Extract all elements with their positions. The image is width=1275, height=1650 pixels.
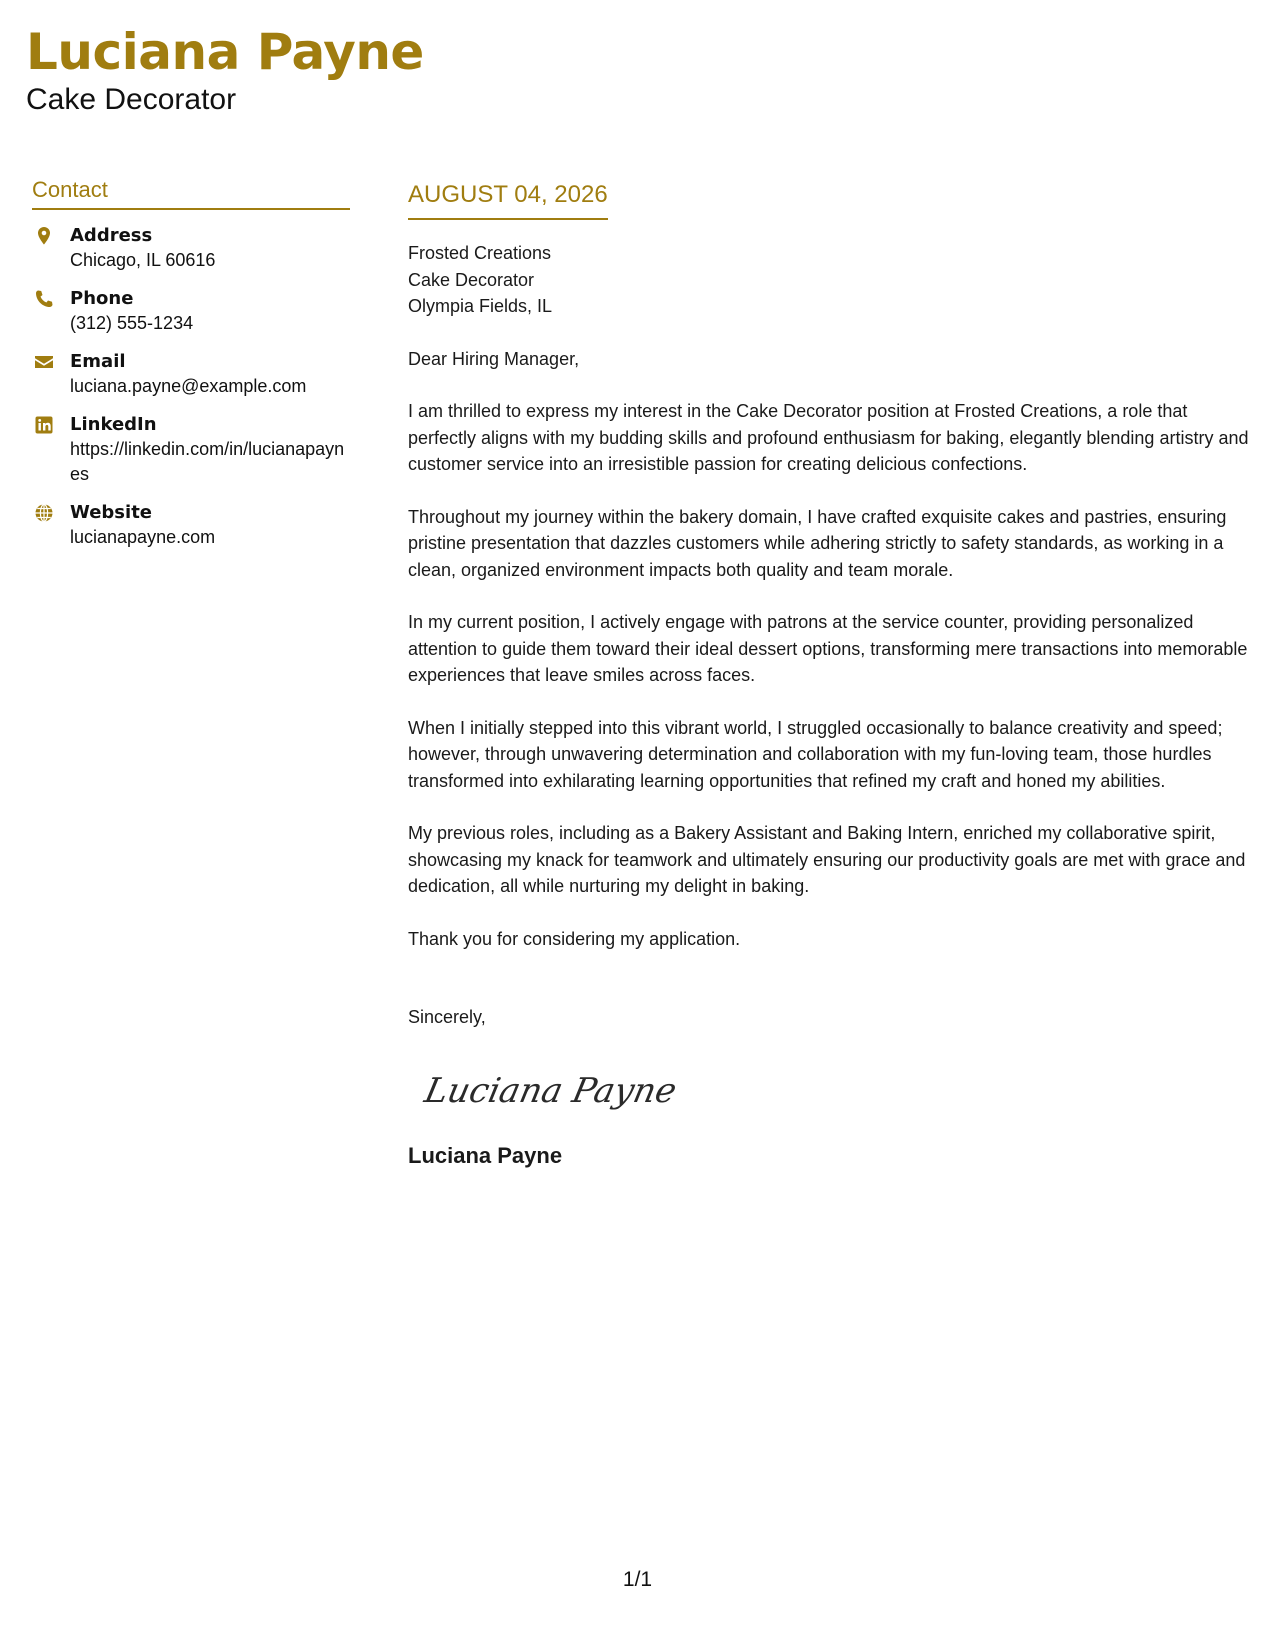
phone-icon — [34, 289, 54, 309]
envelope-icon — [34, 352, 54, 372]
address-label: Address — [70, 225, 153, 246]
paragraph-3: In my current position, I actively engage with patrons at the service counter, providing personalized attention to guide them toward their ideal dessert options, transforming mere transactions into memorable experiences that leave smiles across faces. — [408, 612, 1248, 685]
contact-sidebar — [32, 176, 350, 550]
contact-phone — [32, 287, 350, 336]
signer-name: Luciana Payne — [408, 1143, 563, 1168]
letter-date: AUGUST 04, 2026 — [408, 180, 608, 220]
applicant-name: Luciana Payne — [26, 23, 424, 81]
phone-value: (312) 555-1234 — [70, 313, 194, 333]
linkedin-label: LinkedIn — [70, 414, 157, 435]
website-label: Website — [70, 502, 153, 523]
recipient-block — [408, 240, 1258, 320]
handwritten-signature — [420, 1060, 680, 1120]
svg-text:Luciana Payne: Luciana Payne — [421, 1071, 680, 1111]
phone-label: Phone — [70, 288, 134, 309]
contact-address — [32, 224, 350, 273]
contact-section-title: Contact — [32, 176, 350, 210]
recipient-position: Cake Decorator — [408, 269, 535, 290]
paragraph-2: Throughout my journey within the bakery domain, I have crafted exquisite cakes and pastries, ensuring pristine presentation that dazzles customers while adhering strictly to safety standards, as working in a clean, organized environment impacts both quality and team morale. — [408, 506, 1227, 580]
applicant-title: Cake Decorator — [26, 83, 237, 116]
email-value: luciana.payne@example.com — [70, 376, 307, 396]
letter-body — [408, 180, 1258, 1170]
recipient-company: Frosted Creations — [408, 243, 552, 263]
paragraph-1: I am thrilled to express my interest in the Cake Decorator position at Frosted Creations, a role that perfectly aligns with my budding skills and profound enthusiasm for baking, elegantly blending artistry and customer service into an irresistible passion for creating delicious confections. — [408, 401, 1249, 474]
page-number: 1/1 — [622, 1568, 653, 1591]
email-label: Email — [70, 351, 126, 372]
address-value: Chicago, IL 60616 — [70, 250, 216, 270]
greeting: Dear Hiring Manager, — [408, 348, 580, 369]
contact-linkedin — [32, 413, 350, 487]
paragraph-4: When I initially stepped into this vibrant world, I struggled occasionally to balance creativity and speed; however, through unwavering determination and collaboration with my fun-loving team, those hurdles transformed into exhilarating learning opportunities that refined my craft and honed my abilities. — [408, 717, 1223, 791]
closing: Sincerely, — [408, 1007, 486, 1027]
paragraph-5: My previous roles, including as a Bakery Assistant and Baking Intern, enriched my collaborative spirit, showcasing my knack for teamwork and ultimately ensuring our productivity goals are met with grace and dedication, all while nurturing my delight in baking. — [408, 823, 1246, 896]
linkedin-icon — [34, 415, 54, 435]
globe-icon — [34, 503, 54, 523]
contact-email — [32, 350, 350, 399]
location-pin-icon — [34, 226, 54, 246]
paragraph-6: Thank you for considering my application. — [408, 928, 741, 949]
website-value[interactable]: lucianapayne.com — [70, 527, 216, 547]
recipient-location: Olympia Fields, IL — [408, 296, 553, 316]
contact-website — [32, 501, 350, 550]
linkedin-value[interactable]: https://linkedin.com/in/lucianapaynes — [70, 439, 345, 484]
